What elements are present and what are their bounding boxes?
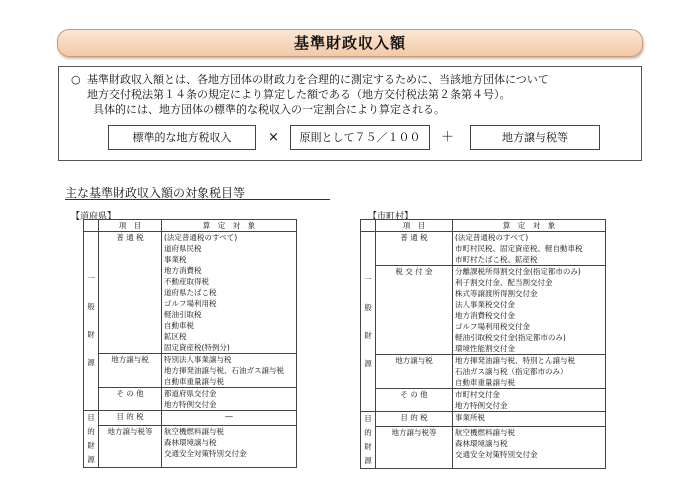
table-row: そ の 他 都道府県交付金 地方特例交付金 — [84, 388, 297, 411]
table-header — [84, 220, 297, 232]
prefecture-table — [83, 219, 297, 468]
table-row: 目 的 財 源 目 的 税 事業所税 — [361, 412, 606, 427]
section-title: 主な基準財政収入額の対象税目等 — [65, 186, 246, 200]
multiply-operator: × — [268, 130, 279, 145]
intro-line-2: 地方交付税法第１４条の規定により算定した額である（地方交付税法第２条第４号）。 — [87, 88, 511, 101]
table-row: そ の 他 市町村交付金 地方特例交付金 — [361, 389, 606, 412]
general-source-label: 一 般 財 源 — [84, 232, 99, 411]
prefecture-label: 【道府県】 — [71, 212, 117, 222]
intro-line-1: 基準財政収入額とは、各地方団体の財政力を合理的に測定するために、当該地方団体について — [87, 73, 549, 86]
section-underline — [65, 199, 330, 200]
formula — [0, 125, 700, 150]
municipality-table — [360, 219, 606, 469]
table-row: 税 交 付 金 分離課税所得割交付金(指定都市のみ) 利子割交付金、配当割交付金 株式等譲渡所得割交付金 法人事業税交付金 地方消費税交付金 ゴルフ場利用税交付金 軽油引取税交付金(指定都市のみ) 環境性能割交付金 — [361, 266, 606, 355]
table-row: 一 般 財 源 普 通 税 (法定普通税のすべて) 市町村民税、固定資産税、軽自動車税 市町村たばこ税、鉱産税 — [361, 232, 606, 266]
table-row: 目 的 財 源 目 的 税 ― — [84, 411, 297, 426]
page-title: 基準財政収入額 — [57, 29, 643, 57]
header-item: 項 目 — [376, 220, 453, 232]
header-target: 算 定 対 象 — [453, 220, 606, 232]
table-row: 地方譲与税 特別法人事業譲与税 地方揮発油譲与税、石油ガス譲与税 自動車重量譲与税 — [84, 354, 297, 388]
intro-line-3: 具体的には、地方団体の標準的な税収入の一定割合により算定される。 — [93, 103, 445, 116]
formula-term-local-tax: 標準的な地方税収入 — [108, 125, 256, 150]
table-row: 一 般 財 源 普 通 税 (法定普通税のすべて) 道府県民税 事業税 地方消費税 不動産取得税 道府県たばこ税 ゴルフ場利用税 軽油引取税 自動車税 鉱区税 固定資産税(特例分) — [84, 232, 297, 354]
bullet-circle: ○ — [71, 73, 81, 86]
table-row: 地方譲与税 地方揮発油譲与税、特別とん譲与税 石油ガス譲与税（指定都市のみ） 自動車重量譲与税 — [361, 355, 606, 389]
municipality-label: 【市町村】 — [368, 212, 414, 222]
plus-operator: ＋ — [441, 130, 455, 145]
formula-term-ratio: 原則として７５／１００ — [290, 125, 430, 150]
general-source-label: 一 般 財 源 — [361, 232, 376, 412]
header-target: 算 定 対 象 — [162, 220, 297, 232]
table-header — [361, 220, 606, 232]
purpose-source-label: 目 的 財 源 — [361, 412, 376, 469]
table-row: 地方譲与税等 航空機燃料譲与税 森林環境譲与税 交通安全対策特別交付金 — [361, 426, 606, 468]
header-item: 項 目 — [99, 220, 162, 232]
formula-term-transfer-tax: 地方譲与税等 — [470, 125, 600, 150]
table-row: 地方譲与税等 航空機燃料譲与税 森林環境譲与税 交通安全対策特別交付金 — [84, 425, 297, 467]
purpose-source-label: 目 的 財 源 — [84, 411, 99, 468]
